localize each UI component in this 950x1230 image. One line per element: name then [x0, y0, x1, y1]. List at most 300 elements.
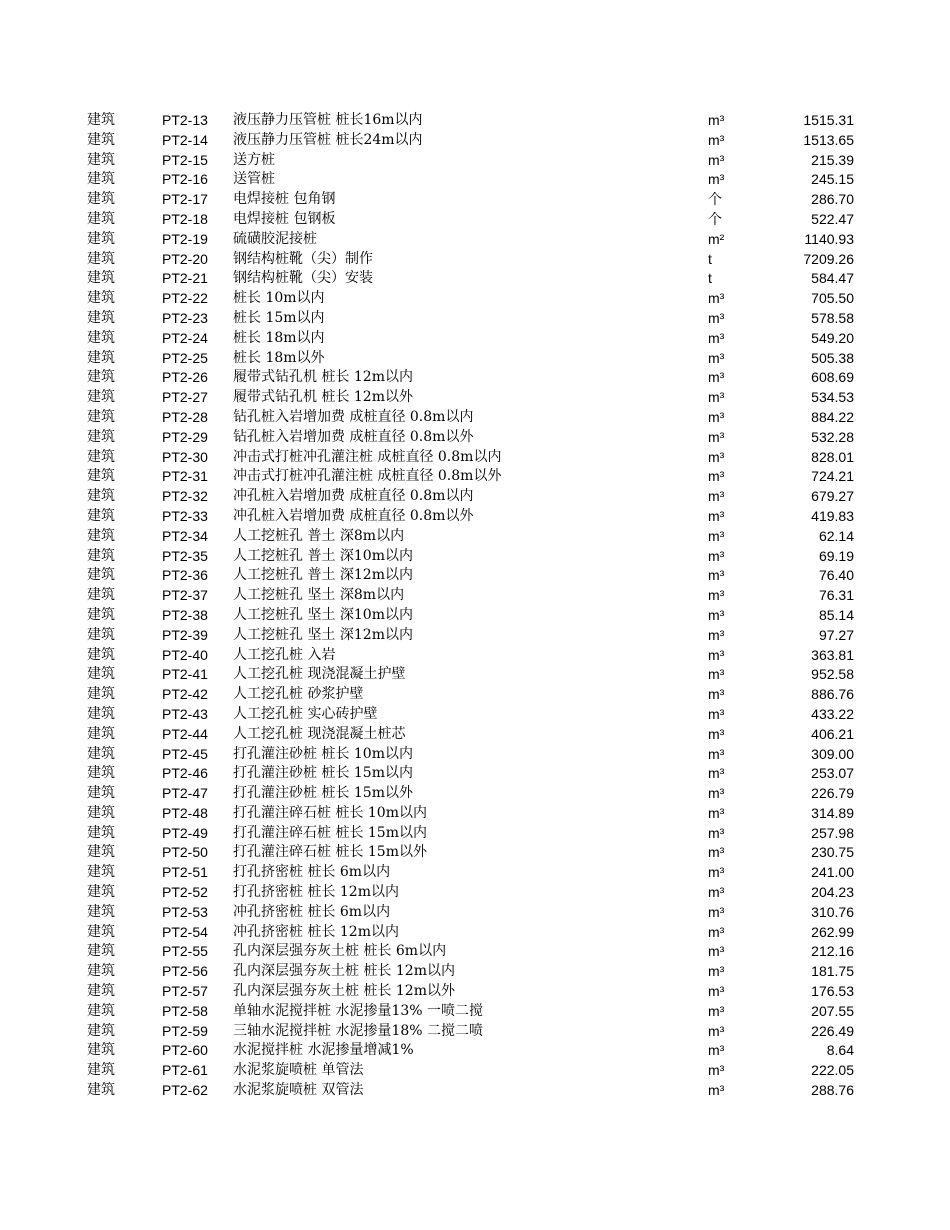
- code-cell: PT2-37: [162, 587, 208, 604]
- category-cell: 建筑: [87, 250, 115, 267]
- item-name-cell: 人工挖孔桩 入岩: [233, 646, 336, 663]
- unit-cell: m³: [708, 666, 725, 683]
- unit-cell: m³: [708, 1062, 725, 1079]
- table-row: [0, 764, 950, 784]
- unit-cell: m³: [708, 329, 725, 346]
- category-cell: 建筑: [87, 943, 115, 960]
- category-cell: 建筑: [87, 488, 115, 505]
- table-row: [0, 467, 950, 487]
- category-cell: 建筑: [87, 290, 115, 307]
- category-cell: 建筑: [87, 1042, 115, 1059]
- item-name-cell: 孔内深层强夯灰土桩 桩长 12m以内: [233, 963, 455, 980]
- code-cell: PT2-22: [162, 290, 208, 307]
- item-name-cell: 人工挖桩孔 坚土 深8m以内: [233, 587, 405, 604]
- unit-cell: 个: [708, 191, 722, 208]
- unit-cell: m³: [708, 1002, 725, 1019]
- price-cell: 288.76: [811, 1082, 854, 1099]
- code-cell: PT2-13: [162, 112, 208, 128]
- table-row: [0, 962, 950, 982]
- category-cell: 建筑: [87, 1062, 115, 1079]
- table-row: [0, 547, 950, 567]
- item-name-cell: 人工挖桩孔 坚土 深12m以内: [233, 626, 413, 643]
- category-cell: 建筑: [87, 824, 115, 841]
- unit-cell: m³: [708, 686, 725, 703]
- item-name-cell: 人工挖孔桩 现浇混凝土护壁: [233, 666, 406, 683]
- price-cell: 286.70: [811, 191, 854, 208]
- item-name-cell: 桩长 18m以内: [233, 329, 325, 346]
- category-cell: 建筑: [87, 151, 115, 168]
- table-row: [0, 111, 950, 131]
- table-row: [0, 289, 950, 309]
- category-cell: 建筑: [87, 191, 115, 208]
- unit-cell: m³: [708, 309, 725, 326]
- table-row: [0, 250, 950, 270]
- unit-cell: m³: [708, 963, 725, 980]
- item-name-cell: 冲孔桩入岩增加费 成桩直径 0.8m以内: [233, 488, 474, 505]
- table-row: [0, 566, 950, 586]
- code-cell: PT2-20: [162, 250, 208, 267]
- code-cell: PT2-34: [162, 527, 208, 544]
- code-cell: PT2-60: [162, 1042, 208, 1059]
- unit-cell: m³: [708, 567, 725, 584]
- category-cell: 建筑: [87, 983, 115, 1000]
- unit-cell: m³: [708, 923, 725, 940]
- category-cell: 建筑: [87, 369, 115, 386]
- unit-cell: m³: [708, 1042, 725, 1059]
- table-row: [0, 131, 950, 151]
- table-row: [0, 725, 950, 745]
- price-cell: 62.14: [818, 527, 854, 544]
- price-cell: 204.23: [811, 884, 854, 901]
- code-cell: PT2-21: [162, 270, 208, 287]
- item-name-cell: 冲孔桩入岩增加费 成桩直径 0.8m以外: [233, 507, 474, 524]
- unit-cell: m³: [708, 725, 725, 742]
- category-cell: 建筑: [87, 230, 115, 247]
- item-name-cell: 液压静力压管桩 桩长24m以内: [233, 131, 423, 148]
- table-row: [0, 903, 950, 923]
- category-cell: 建筑: [87, 1082, 115, 1099]
- category-cell: 建筑: [87, 171, 115, 188]
- code-cell: PT2-50: [162, 844, 208, 861]
- table-row: [0, 824, 950, 844]
- table-row: [0, 804, 950, 824]
- code-cell: PT2-40: [162, 646, 208, 663]
- category-cell: 建筑: [87, 468, 115, 485]
- category-cell: 建筑: [87, 844, 115, 861]
- table-row: [0, 388, 950, 408]
- table-row: [0, 942, 950, 962]
- code-cell: PT2-25: [162, 349, 208, 366]
- price-cell: 97.27: [818, 626, 854, 643]
- price-cell: 181.75: [811, 963, 854, 980]
- code-cell: PT2-47: [162, 785, 208, 802]
- category-cell: 建筑: [87, 646, 115, 663]
- unit-cell: m³: [708, 151, 725, 168]
- item-name-cell: 单轴水泥搅拌桩 水泥掺量13% 一喷二搅: [233, 1002, 484, 1019]
- unit-cell: m³: [708, 131, 725, 148]
- table-row: [0, 1081, 950, 1101]
- item-name-cell: 液压静力压管桩 桩长16m以内: [233, 112, 423, 128]
- category-cell: 建筑: [87, 864, 115, 881]
- item-name-cell: 人工挖孔桩 实心砖护壁: [233, 705, 378, 722]
- price-cell: 1513.65: [803, 131, 854, 148]
- table-row: [0, 368, 950, 388]
- code-cell: PT2-45: [162, 745, 208, 762]
- unit-cell: m³: [708, 389, 725, 406]
- table-row: [0, 527, 950, 547]
- price-cell: 7209.26: [803, 250, 854, 267]
- price-cell: 85.14: [818, 606, 854, 623]
- price-cell: 226.49: [811, 1022, 854, 1039]
- code-cell: PT2-30: [162, 448, 208, 465]
- price-cell: 884.22: [811, 408, 854, 425]
- price-cell: 433.22: [811, 705, 854, 722]
- price-cell: 8.64: [826, 1042, 854, 1059]
- unit-cell: m³: [708, 112, 725, 128]
- price-cell: 76.31: [818, 587, 854, 604]
- code-cell: PT2-33: [162, 507, 208, 524]
- code-cell: PT2-44: [162, 725, 208, 742]
- code-cell: PT2-48: [162, 804, 208, 821]
- code-cell: PT2-55: [162, 943, 208, 960]
- item-name-cell: 人工挖桩孔 坚土 深10m以内: [233, 606, 413, 623]
- price-table: [0, 111, 950, 1101]
- code-cell: PT2-61: [162, 1062, 208, 1079]
- category-cell: 建筑: [87, 1002, 115, 1019]
- item-name-cell: 冲击式打桩冲孔灌注桩 成桩直径 0.8m以内: [233, 448, 502, 465]
- unit-cell: m³: [708, 527, 725, 544]
- category-cell: 建筑: [87, 903, 115, 920]
- price-cell: 549.20: [811, 329, 854, 346]
- code-cell: PT2-54: [162, 923, 208, 940]
- price-cell: 406.21: [811, 725, 854, 742]
- item-name-cell: 打孔灌注砂桩 桩长 15m以外: [233, 785, 413, 802]
- code-cell: PT2-57: [162, 983, 208, 1000]
- item-name-cell: 三轴水泥搅拌桩 水泥掺量18% 二搅二喷: [233, 1022, 484, 1039]
- table-row: [0, 1061, 950, 1081]
- unit-cell: m³: [708, 448, 725, 465]
- price-cell: 532.28: [811, 428, 854, 445]
- category-cell: 建筑: [87, 131, 115, 148]
- unit-cell: t: [708, 270, 712, 287]
- code-cell: PT2-53: [162, 903, 208, 920]
- price-cell: 230.75: [811, 844, 854, 861]
- item-name-cell: 送方桩: [233, 151, 275, 168]
- item-name-cell: 打孔挤密桩 桩长 12m以内: [233, 884, 399, 901]
- price-cell: 226.79: [811, 785, 854, 802]
- price-cell: 578.58: [811, 309, 854, 326]
- item-name-cell: 人工挖孔桩 现浇混凝土桩芯: [233, 725, 406, 742]
- unit-cell: m³: [708, 884, 725, 901]
- unit-cell: m³: [708, 983, 725, 1000]
- item-name-cell: 打孔灌注砂桩 桩长 10m以内: [233, 745, 413, 762]
- price-cell: 310.76: [811, 903, 854, 920]
- item-name-cell: 电焊接桩 包角钢: [233, 191, 336, 208]
- item-name-cell: 水泥浆旋喷桩 单管法: [233, 1062, 364, 1079]
- item-name-cell: 履带式钻孔机 桩长 12m以内: [233, 369, 413, 386]
- unit-cell: m³: [708, 626, 725, 643]
- item-name-cell: 钻孔桩入岩增加费 成桩直径 0.8m以内: [233, 408, 474, 425]
- category-cell: 建筑: [87, 527, 115, 544]
- table-row: [0, 507, 950, 527]
- category-cell: 建筑: [87, 804, 115, 821]
- code-cell: PT2-15: [162, 151, 208, 168]
- table-row: [0, 349, 950, 369]
- item-name-cell: 钢结构桩靴（尖）制作: [233, 250, 373, 267]
- code-cell: PT2-43: [162, 705, 208, 722]
- category-cell: 建筑: [87, 349, 115, 366]
- item-name-cell: 人工挖桩孔 普土 深12m以内: [233, 567, 413, 584]
- code-cell: PT2-24: [162, 329, 208, 346]
- unit-cell: m³: [708, 606, 725, 623]
- table-row: [0, 309, 950, 329]
- code-cell: PT2-51: [162, 864, 208, 881]
- price-cell: 363.81: [811, 646, 854, 663]
- code-cell: PT2-46: [162, 765, 208, 782]
- table-row: [0, 210, 950, 230]
- item-name-cell: 冲击式打桩冲孔灌注桩 成桩直径 0.8m以外: [233, 468, 502, 485]
- code-cell: PT2-27: [162, 389, 208, 406]
- table-row: [0, 745, 950, 765]
- price-cell: 828.01: [811, 448, 854, 465]
- code-cell: PT2-19: [162, 230, 208, 247]
- category-cell: 建筑: [87, 567, 115, 584]
- category-cell: 建筑: [87, 765, 115, 782]
- item-name-cell: 打孔灌注砂桩 桩长 15m以内: [233, 765, 413, 782]
- code-cell: PT2-56: [162, 963, 208, 980]
- price-cell: 522.47: [811, 210, 854, 227]
- unit-cell: m³: [708, 468, 725, 485]
- item-name-cell: 水泥浆旋喷桩 双管法: [233, 1082, 364, 1099]
- price-cell: 608.69: [811, 369, 854, 386]
- unit-cell: m³: [708, 903, 725, 920]
- unit-cell: m³: [708, 547, 725, 564]
- code-cell: PT2-26: [162, 369, 208, 386]
- table-row: [0, 448, 950, 468]
- price-cell: 262.99: [811, 923, 854, 940]
- unit-cell: m³: [708, 408, 725, 425]
- table-row: [0, 1022, 950, 1042]
- item-name-cell: 人工挖桩孔 普土 深8m以内: [233, 527, 405, 544]
- price-cell: 534.53: [811, 389, 854, 406]
- table-row: [0, 1002, 950, 1022]
- price-cell: 76.40: [818, 567, 854, 584]
- table-row: [0, 269, 950, 289]
- category-cell: 建筑: [87, 686, 115, 703]
- category-cell: 建筑: [87, 210, 115, 227]
- unit-cell: m³: [708, 507, 725, 524]
- item-name-cell: 硫磺胶泥接桩: [233, 230, 317, 247]
- unit-cell: m³: [708, 349, 725, 366]
- unit-cell: m³: [708, 488, 725, 505]
- unit-cell: m³: [708, 824, 725, 841]
- code-cell: PT2-49: [162, 824, 208, 841]
- unit-cell: t: [708, 250, 712, 267]
- price-cell: 176.53: [811, 983, 854, 1000]
- unit-cell: m³: [708, 745, 725, 762]
- unit-cell: m³: [708, 171, 725, 188]
- item-name-cell: 钻孔桩入岩增加费 成桩直径 0.8m以外: [233, 428, 474, 445]
- item-name-cell: 人工挖桩孔 普土 深10m以内: [233, 547, 413, 564]
- category-cell: 建筑: [87, 725, 115, 742]
- unit-cell: m³: [708, 785, 725, 802]
- item-name-cell: 冲孔挤密桩 桩长 12m以内: [233, 923, 399, 940]
- price-cell: 222.05: [811, 1062, 854, 1079]
- category-cell: 建筑: [87, 507, 115, 524]
- category-cell: 建筑: [87, 745, 115, 762]
- item-name-cell: 桩长 10m以内: [233, 290, 325, 307]
- category-cell: 建筑: [87, 785, 115, 802]
- price-cell: 1140.93: [804, 230, 854, 247]
- unit-cell: m³: [708, 1082, 725, 1099]
- category-cell: 建筑: [87, 448, 115, 465]
- table-row: [0, 230, 950, 250]
- price-cell: 1515.31: [803, 112, 854, 128]
- price-cell: 314.89: [811, 804, 854, 821]
- table-row: [0, 843, 950, 863]
- code-cell: PT2-42: [162, 686, 208, 703]
- code-cell: PT2-36: [162, 567, 208, 584]
- code-cell: PT2-52: [162, 884, 208, 901]
- table-row: [0, 151, 950, 171]
- unit-cell: m³: [708, 290, 725, 307]
- category-cell: 建筑: [87, 606, 115, 623]
- code-cell: PT2-14: [162, 131, 208, 148]
- category-cell: 建筑: [87, 112, 115, 128]
- code-cell: PT2-28: [162, 408, 208, 425]
- item-name-cell: 桩长 18m以外: [233, 349, 325, 366]
- category-cell: 建筑: [87, 587, 115, 604]
- price-cell: 253.07: [811, 765, 854, 782]
- price-cell: 215.39: [811, 151, 854, 168]
- category-cell: 建筑: [87, 309, 115, 326]
- unit-cell: 个: [708, 210, 722, 227]
- price-cell: 505.38: [811, 349, 854, 366]
- unit-cell: m³: [708, 765, 725, 782]
- table-row: [0, 665, 950, 685]
- category-cell: 建筑: [87, 884, 115, 901]
- table-row: [0, 923, 950, 943]
- category-cell: 建筑: [87, 626, 115, 643]
- price-cell: 419.83: [811, 507, 854, 524]
- item-name-cell: 送管桩: [233, 171, 275, 188]
- item-name-cell: 打孔灌注碎石桩 桩长 15m以内: [233, 824, 427, 841]
- code-cell: PT2-29: [162, 428, 208, 445]
- table-row: [0, 428, 950, 448]
- category-cell: 建筑: [87, 408, 115, 425]
- price-cell: 584.47: [811, 270, 854, 287]
- unit-cell: m³: [708, 864, 725, 881]
- code-cell: PT2-16: [162, 171, 208, 188]
- code-cell: PT2-35: [162, 547, 208, 564]
- table-row: [0, 784, 950, 804]
- price-cell: 309.00: [811, 745, 854, 762]
- code-cell: PT2-58: [162, 1002, 208, 1019]
- code-cell: PT2-39: [162, 626, 208, 643]
- item-name-cell: 桩长 15m以内: [233, 309, 325, 326]
- table-row: [0, 408, 950, 428]
- code-cell: PT2-38: [162, 606, 208, 623]
- category-cell: 建筑: [87, 923, 115, 940]
- item-name-cell: 孔内深层强夯灰土桩 桩长 12m以外: [233, 983, 455, 1000]
- item-name-cell: 水泥搅拌桩 水泥掺量增减1%: [233, 1042, 414, 1059]
- table-row: [0, 190, 950, 210]
- category-cell: 建筑: [87, 389, 115, 406]
- code-cell: PT2-31: [162, 468, 208, 485]
- category-cell: 建筑: [87, 329, 115, 346]
- item-name-cell: 电焊接桩 包钢板: [233, 210, 336, 227]
- price-cell: 69.19: [818, 547, 854, 564]
- item-name-cell: 打孔灌注碎石桩 桩长 10m以内: [233, 804, 427, 821]
- code-cell: PT2-17: [162, 191, 208, 208]
- unit-cell: m³: [708, 804, 725, 821]
- price-cell: 724.21: [811, 468, 854, 485]
- price-cell: 952.58: [811, 666, 854, 683]
- price-cell: 207.55: [811, 1002, 854, 1019]
- item-name-cell: 打孔挤密桩 桩长 6m以内: [233, 864, 391, 881]
- table-row: [0, 626, 950, 646]
- unit-cell: m³: [708, 705, 725, 722]
- price-cell: 212.16: [811, 943, 854, 960]
- category-cell: 建筑: [87, 547, 115, 564]
- table-row: [0, 705, 950, 725]
- table-row: [0, 586, 950, 606]
- table-row: [0, 487, 950, 507]
- unit-cell: m³: [708, 369, 725, 386]
- table-row: [0, 883, 950, 903]
- price-cell: 886.76: [811, 686, 854, 703]
- item-name-cell: 人工挖孔桩 砂浆护壁: [233, 686, 364, 703]
- table-row: [0, 606, 950, 626]
- table-row: [0, 170, 950, 190]
- code-cell: PT2-32: [162, 488, 208, 505]
- table-row: [0, 1041, 950, 1061]
- category-cell: 建筑: [87, 428, 115, 445]
- price-cell: 705.50: [811, 290, 854, 307]
- unit-cell: m³: [708, 844, 725, 861]
- price-cell: 257.98: [811, 824, 854, 841]
- category-cell: 建筑: [87, 270, 115, 287]
- code-cell: PT2-41: [162, 666, 208, 683]
- table-row: [0, 982, 950, 1002]
- table-row: [0, 646, 950, 666]
- price-cell: 679.27: [811, 488, 854, 505]
- item-name-cell: 钢结构桩靴（尖）安装: [233, 270, 373, 287]
- code-cell: PT2-18: [162, 210, 208, 227]
- unit-cell: m³: [708, 646, 725, 663]
- code-cell: PT2-62: [162, 1082, 208, 1099]
- unit-cell: m³: [708, 428, 725, 445]
- category-cell: 建筑: [87, 963, 115, 980]
- unit-cell: m³: [708, 943, 725, 960]
- table-row: [0, 329, 950, 349]
- code-cell: PT2-23: [162, 309, 208, 326]
- category-cell: 建筑: [87, 1022, 115, 1039]
- category-cell: 建筑: [87, 666, 115, 683]
- unit-cell: m²: [708, 230, 725, 247]
- category-cell: 建筑: [87, 705, 115, 722]
- price-cell: 241.00: [811, 864, 854, 881]
- price-cell: 245.15: [811, 171, 854, 188]
- item-name-cell: 打孔灌注碎石桩 桩长 15m以外: [233, 844, 427, 861]
- item-name-cell: 履带式钻孔机 桩长 12m以外: [233, 389, 413, 406]
- table-row: [0, 863, 950, 883]
- code-cell: PT2-59: [162, 1022, 208, 1039]
- item-name-cell: 冲孔挤密桩 桩长 6m以内: [233, 903, 391, 920]
- table-row: [0, 685, 950, 705]
- item-name-cell: 孔内深层强夯灰土桩 桩长 6m以内: [233, 943, 447, 960]
- unit-cell: m³: [708, 587, 725, 604]
